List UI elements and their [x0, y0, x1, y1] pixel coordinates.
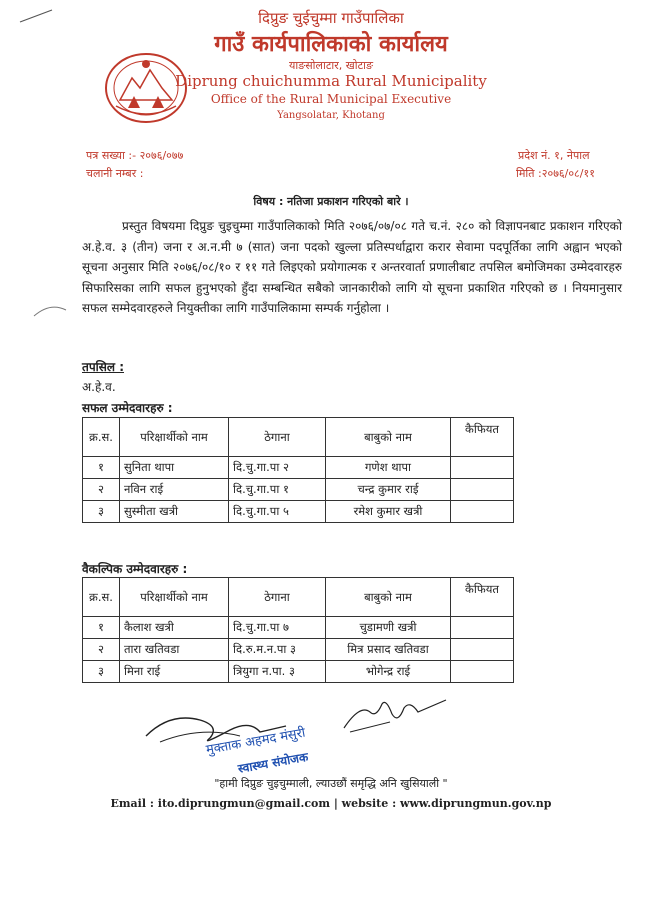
address-english: Yangsolatar, Khotang [277, 110, 385, 121]
col-header-father: बाबुको नाम [326, 418, 451, 457]
table-row [83, 661, 514, 683]
table-row [83, 617, 514, 639]
cell-sn: १ [83, 457, 120, 479]
cell-remarks [451, 457, 514, 479]
province-label: प्रदेश नं. १, नेपाल [518, 149, 590, 162]
cell-address: दि.चु.गा.पा १ [229, 479, 326, 501]
cell-father: भोगेन्द्र राई [326, 661, 451, 683]
contact-info: Email : ito.diprungmun@gmail.com | website : www.diprungmun.gov.np [110, 797, 552, 810]
table-row [83, 501, 514, 523]
punch-hole-mark [30, 300, 70, 320]
cell-remarks [451, 479, 514, 501]
cell-sn: ३ [83, 661, 120, 683]
cell-name: मिना राई [120, 661, 229, 683]
col-header-sn: क्र.स. [83, 418, 120, 457]
cell-father: मित्र प्रसाद खतिवडा [326, 639, 451, 661]
alternate-candidates-heading: वैकल्पिक उम्मेदवारहरु : [82, 562, 188, 576]
col-header-name: परिक्षार्थीको नाम [120, 578, 229, 617]
cell-address: दि.चु.गा.पा ७ [229, 617, 326, 639]
body-paragraph: प्रस्तुत विषयमा दिप्रुङ चुइचुम्मा गाउँपालिकाको मिति २०७६/०७/०८ गते च.नं. २८० को विज्ञापनबाट प्रकाशन गरिएको अ.हे.व. ३ (तीन) जना र अ.न.मी ७ (सात) जना पदको खुल्ला प्रतिस्पर्धाद्वारा करार सेवामा पदपूर्तिका लागि अह्वान भएको सूचना अनुसार मिति २०७६/०८/१० र ११ गते लिइएको प्रयोगात्मक र अन्तरवार्ता प्रणालीबाट तपसिल बमोजिमका उम्मेदवारहरु सिफारिसका लागि सफल हुनुभएको हुँदा सम्बन्धित सबैको जानकारीको लागि यो सूचना प्रकाशित गरिएको छ । नियमानुसार सफल सम्मेदवारहरुले नियुक्तीका लागि गाउँपालिकामा सम्पर्क गर्नुहोला । [82, 219, 622, 316]
col-header-address: ठेगाना [229, 418, 326, 457]
municipality-name-nepali: दिप्रुङ चुईचुम्मा गाउँपालिका [258, 9, 404, 27]
cell-name: तारा खतिवडा [120, 639, 229, 661]
dispatch-number: चलानी नम्बर : [86, 167, 144, 180]
cell-sn: २ [83, 479, 120, 501]
cell-remarks [451, 639, 514, 661]
municipality-name-english: Diprung chuichumma Rural Municipality [175, 72, 487, 90]
col-header-name: परिक्षार्थीको नाम [120, 418, 229, 457]
col-header-father: बाबुको नाम [326, 578, 451, 617]
office-title-nepali: गाउँ कार्यपालिकाको कार्यालय [214, 32, 448, 57]
stamp-title: स्वास्थ्य संयोजक [236, 749, 310, 776]
office-title-english: Office of the Rural Municipal Executive [210, 92, 452, 106]
cell-father: गणेश थापा [326, 457, 451, 479]
table-header-row [83, 418, 514, 457]
cell-name: नविन राई [120, 479, 229, 501]
col-header-remarks: कैफियत [451, 578, 514, 617]
letter-date: मिति :२०७६/०८/११ [516, 167, 595, 180]
table-row [83, 457, 514, 479]
successful-candidates-table [82, 417, 514, 523]
municipality-motto: "हामी दिप्रुङ चुइचुम्माली, ल्याउछौं समृद्धि अनि खुसियाली " [214, 777, 448, 790]
cell-name: कैलाश खत्री [120, 617, 229, 639]
official-signature [340, 694, 450, 734]
col-header-remarks: कैफियत [451, 418, 514, 457]
col-header-address: ठेगाना [229, 578, 326, 617]
cell-name: सुनिता थापा [120, 457, 229, 479]
cell-address: दि.चु.गा.पा २ [229, 457, 326, 479]
cell-remarks [451, 501, 514, 523]
cell-address: दि.चु.गा.पा ५ [229, 501, 326, 523]
alternate-candidates-table [82, 577, 514, 683]
address-nepali: याङसोलाटार, खोटाङ [289, 59, 373, 72]
annex-label: तपसिल : [82, 360, 124, 374]
subject-line: विषय : नतिजा प्रकाशन गरिएको बारे । [253, 195, 409, 208]
cell-father: चुडामणी खत्री [326, 617, 451, 639]
cell-father: रमेश कुमार खत्री [326, 501, 451, 523]
cell-sn: २ [83, 639, 120, 661]
notice-body [82, 216, 622, 319]
cell-name: सुस्मीता खत्री [120, 501, 229, 523]
successful-candidates-heading: सफल उम्मेदवारहरु : [82, 401, 173, 415]
cell-sn: ३ [83, 501, 120, 523]
reference-number: पत्र सख्या :- २०७६/०७७ [86, 149, 184, 162]
table-header-row [83, 578, 514, 617]
cell-father: चन्द्र कुमार राई [326, 479, 451, 501]
cell-remarks [451, 617, 514, 639]
cell-address: त्रियुगा न.पा. ३ [229, 661, 326, 683]
col-header-sn: क्र.स. [83, 578, 120, 617]
cell-sn: १ [83, 617, 120, 639]
cell-address: दि.रु.म.न.पा ३ [229, 639, 326, 661]
stamp-name: मुक्ताक अहमद मंसुरी [204, 725, 307, 758]
cell-remarks [451, 661, 514, 683]
post-label: अ.हे.व. [82, 380, 116, 394]
table-row [83, 479, 514, 501]
table-row [83, 639, 514, 661]
